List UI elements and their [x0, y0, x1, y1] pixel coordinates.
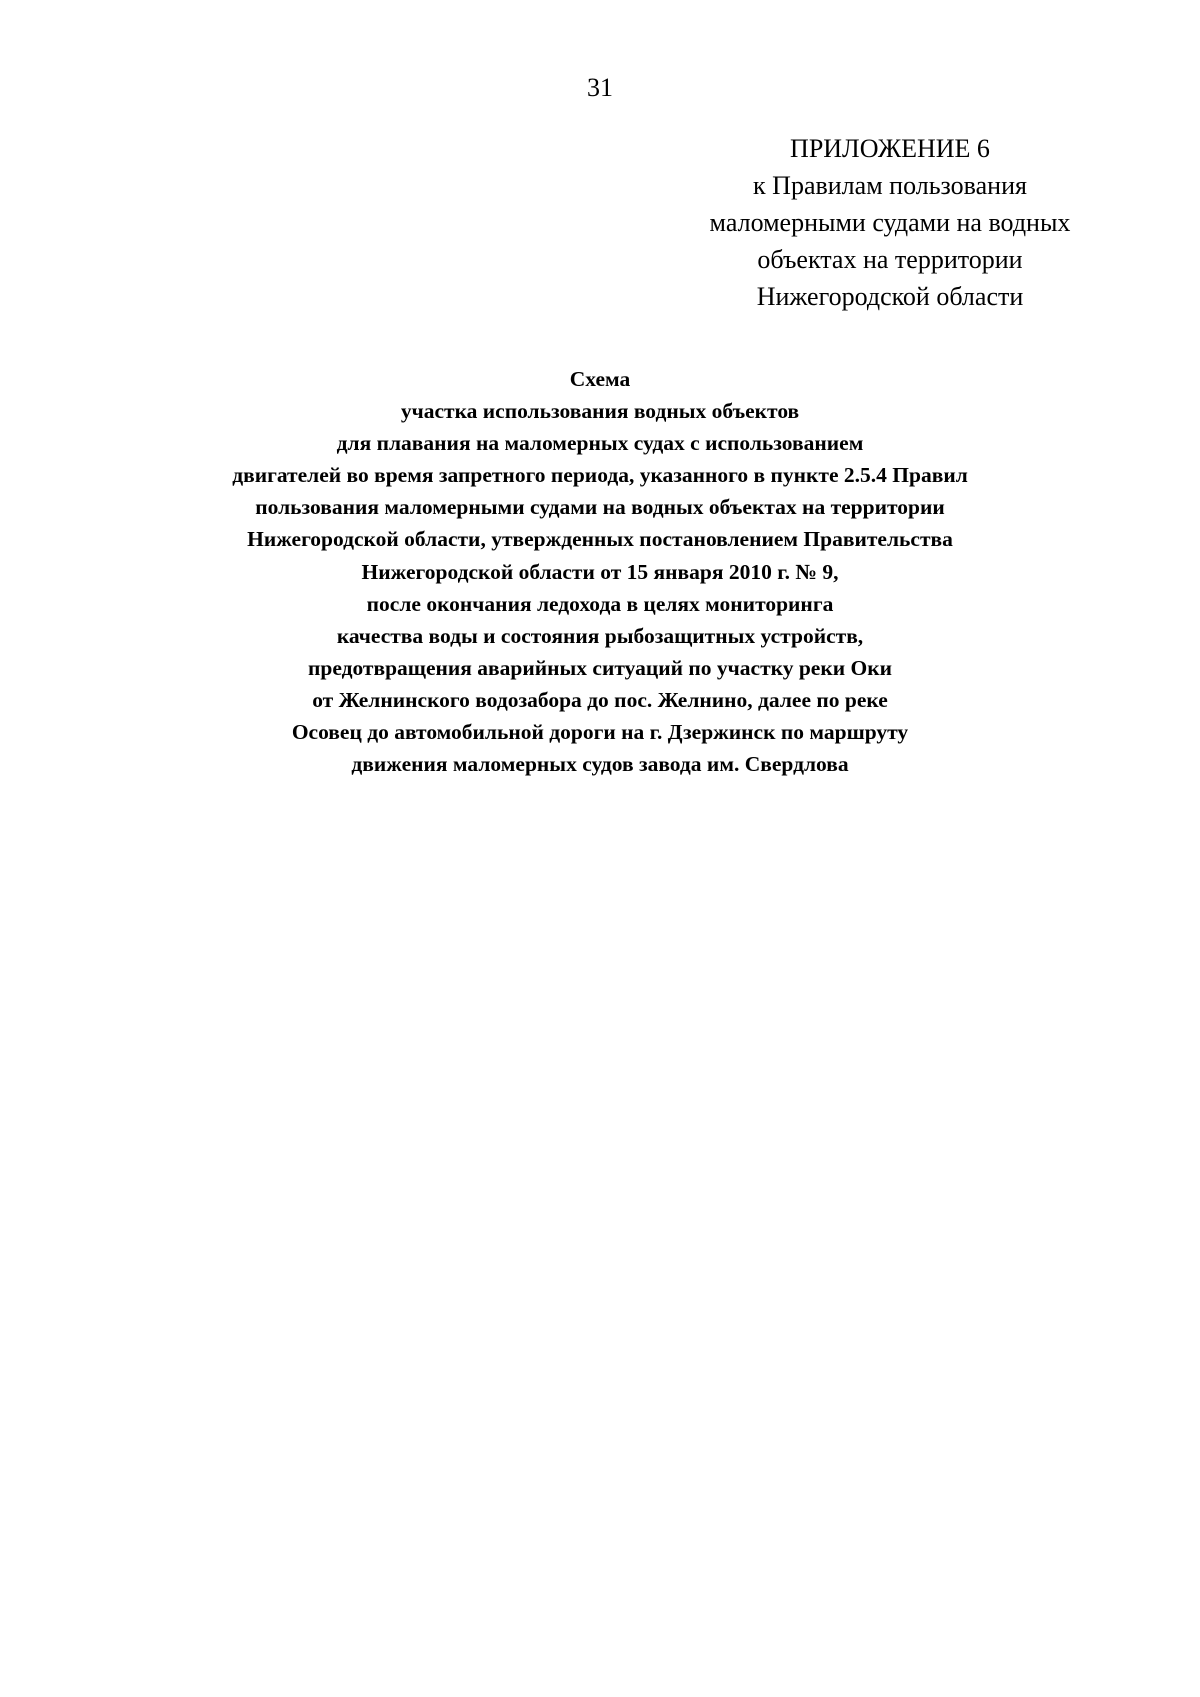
scheme-title-line: двигателей во время запретного периода, указанного в пункте 2.5.4 Правил: [232, 463, 968, 488]
page-number: 31: [587, 73, 613, 102]
scheme-title-line: участка использования водных объектов: [400, 399, 800, 424]
appendix-header: [660, 130, 1120, 315]
appendix-line: к Правилам пользования: [753, 171, 1027, 200]
scheme-title-line: Нижегородской области от 15 января 2010 г. № 9,: [361, 559, 839, 584]
appendix-heading: ПРИЛОЖЕНИЕ 6: [790, 134, 990, 163]
scheme-title-line: пользования маломерными судами на водных объектах на территории: [255, 495, 945, 520]
scheme-title-line: предотвращения аварийных ситуаций по участку реки Оки: [307, 655, 892, 680]
scheme-title-line: для плавания на маломерных судах с использованием: [336, 431, 864, 456]
scheme-title-line: движения маломерных судов завода им. Свердлова: [351, 752, 849, 777]
scheme-title-line: после окончания ледохода в целях мониторинга: [366, 591, 834, 616]
scheme-title: Схема: [569, 367, 631, 391]
scheme-title-line: качества воды и состояния рыбозащитных устройств,: [336, 623, 864, 648]
scheme-title-line: Нижегородской области, утвержденных постановлением Правительства: [247, 527, 953, 552]
appendix-line: объектах на территории: [757, 245, 1023, 274]
scheme-title-line: от Желнинского водозабора до пос. Желнино, далее по реке: [312, 687, 888, 712]
scheme-title-line: Осовец до автомобильной дороги на г. Дзержинск по маршруту: [291, 720, 909, 745]
appendix-line: маломерными судами на водных: [709, 208, 1071, 237]
scheme-title-block: [0, 363, 1200, 780]
appendix-line: Нижегородской области: [756, 282, 1024, 311]
